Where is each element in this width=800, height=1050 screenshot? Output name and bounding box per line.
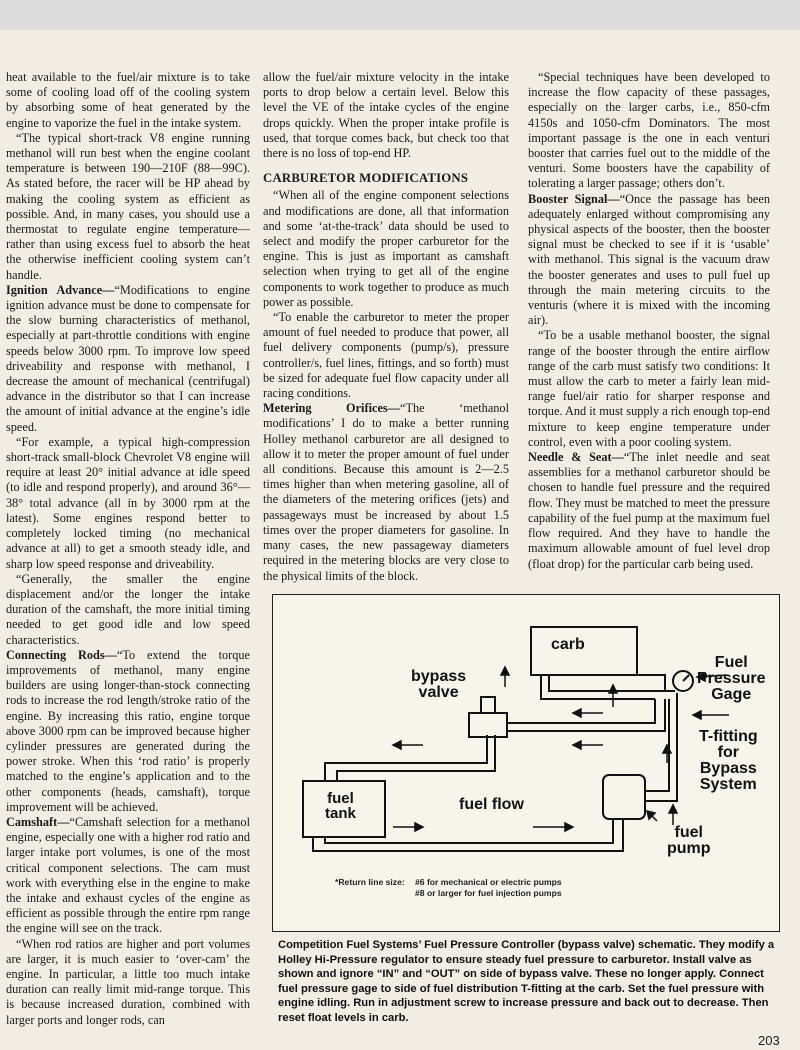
paragraph-text: “To enable the carburetor to meter the proper amount of fuel needed to produce that power, all fuel delivery components (pump/s), pressure controller/s, fuel lines, fittings, and so forth) must be sized for adequate fuel flow capacity under all racing conditions. bbox=[263, 310, 509, 401]
text-column-3 bbox=[528, 70, 770, 572]
fuel-tank-label-line: fuel bbox=[327, 790, 354, 807]
t-fitting-label-line: T-fitting bbox=[699, 728, 758, 745]
bypass-label-line: valve bbox=[418, 684, 459, 701]
return-line bbox=[325, 735, 487, 781]
text-column-2 bbox=[263, 70, 509, 584]
text-column-1 bbox=[6, 70, 250, 1028]
section-heading: CARBURETOR MODIFICATIONS bbox=[263, 171, 469, 186]
body-paragraph bbox=[528, 328, 770, 450]
paragraph-text: “The typical short-track V8 engine running methanol will run best when the engine coolant temperature is between 190—210F (88—99C). As stated before, the racer will be HP ahead by making the cooling system as efficient as possible. And, in many cases, you should use a thermostat to regulate engine temperature—rather than using excess fuel to absorb the heat the otherwise inefficient cooling system can’t handle. bbox=[6, 130, 250, 282]
t-fitting-label-line: System bbox=[699, 776, 757, 793]
body-paragraph bbox=[6, 572, 250, 648]
body-paragraph bbox=[6, 815, 250, 937]
run-in-heading: Booster Signal— bbox=[528, 191, 620, 206]
paragraph-text: “When all of the engine component selections and modifications are done, all that information and some ‘at-the-track’ data should be used to select and modify the proper carburetor for the engine. This is just as important as camshaft selection when trying to get all of the engine components to work together to produce as much power as possible. bbox=[263, 188, 509, 309]
fuel-pump-label-line: pump bbox=[667, 840, 711, 857]
paragraph-text: “The inlet needle and seat assemblies for a methanol carburetor should be chosen to handle fuel pressure and the required flow. They must be matched to meet the pressure capability of the fuel pump at the maximum fuel flow required. And they have to handle the maximum allowable amount of fuel level drop (float drop) for the particular carb being used. bbox=[528, 450, 770, 571]
paragraph-text: “Special techniques have been developed to increase the flow capacity of these passages, especially on the larger carbs, i.e., 850-cfm 4150s and 1050-cfm Dominators. The most important passage is the one in each venturi booster that carries fuel out to the middle of the venturi. Some boosters have the capability of tolerating a larger passage; others don’t. bbox=[528, 70, 770, 191]
magazine-page bbox=[0, 30, 800, 1050]
fuel-pump-box bbox=[603, 775, 645, 819]
paragraph-text: “The ‘methanol modifications’ I do to make a better running Holley methanol carburetor are all designed to allow it to meter the proper amount of fuel under all conditions. Because this amount is 2—2.5 times higher than when metering gasoline, all of the diameters of the metering orifices (jets) and passageways must be increased by about 1.5 times over the proper diameters for gasoline. In many cases, the new passageway diameters required in the metering blocks are very close to the physical limits of the block. bbox=[263, 401, 509, 583]
fuel-tank-label bbox=[325, 791, 356, 821]
page-number: 203 bbox=[758, 1033, 780, 1048]
body-paragraph bbox=[263, 401, 509, 583]
body-paragraph bbox=[6, 937, 250, 1028]
return-line-note-1: #6 for mechanical or electric pumps bbox=[415, 877, 562, 887]
carb-label: carb bbox=[551, 636, 585, 653]
bypass-label-line: bypass bbox=[411, 668, 467, 685]
body-paragraph bbox=[528, 450, 770, 572]
body-paragraph bbox=[6, 70, 250, 131]
run-in-heading: Needle & Seat— bbox=[528, 450, 624, 465]
paragraph-text: “Modifications to engine ignition advance must be done to compensate for the slow burning characteristics of methanol, especially at part-throttle conditions with engine speeds below 3000 rpm. To improve low speed driveability and response with methanol, I decrease the amount of mechanical (centrifugal) advance in the distributor so that I can increase the amount of initial advance at the engine’s idle speed. bbox=[6, 282, 250, 434]
fuel-flow-label: fuel flow bbox=[459, 796, 524, 813]
paragraph-text: “To be a usable methanol booster, the signal range of the booster through the entire airflow range of the carb must satisfy two conditions: It must allow the carb to meter a fairly lean mid-range fuel/air ratio for sharper response and torque. And it must supply a rich enough top-end mixture to keep engine temperature under control, even with a poor cooling system. bbox=[528, 328, 770, 449]
t-fitting-label-line: Bypass bbox=[699, 760, 757, 777]
fuel-pump-label-line: fuel bbox=[674, 824, 703, 841]
paragraph-text: allow the fuel/air mixture velocity in the intake ports to drop below a certain level. Below this level the VE of the intake cycles of the engine drops quickly. When the proper intake profile is used, that torque comes back, but check too that there is no loss of top-end HP. bbox=[263, 70, 509, 161]
fuel-tank-label-line: tank bbox=[325, 805, 356, 822]
scan-margin bbox=[0, 0, 800, 30]
body-paragraph bbox=[6, 131, 250, 283]
paragraph-text: “Once the passage has been adequately enlarged without compromising any physical aspects of the booster, then the booster signal must be checked to see if it is ‘usable’ with methanol. This signal is the vacuum draw the booster generates and uses to pull fuel up through the main metering circuits to the venturis (where it is mixed with the incoming air). bbox=[528, 191, 770, 328]
return-line-note-label: *Return line size: bbox=[335, 877, 405, 887]
run-in-heading: Camshaft— bbox=[6, 814, 70, 829]
paragraph-text: heat available to the fuel/air mixture is to take some of cooling load off of the cooling system by absorbing some of heat generated by the engine to vaporize the fuel in the intake system. bbox=[6, 70, 250, 130]
fuel-pressure-gage-label bbox=[697, 655, 766, 703]
run-in-heading: Metering Orifices— bbox=[263, 401, 400, 416]
paragraph-text: “For example, a typical high-compression short-track small-block Chevrolet V8 engine will require at least 20° initial advance at idle speed (to idle and respond properly), and around 36°—38° total advance (all in by 3000 rpm at the latest). Some engines respond better to completely locked timing (no mechanical advance at all) to get a smooth steady idle, and sharp low speed response and driveability. bbox=[6, 434, 250, 571]
paragraph-text: “Camshaft selection for a methanol engine, especially one with a higher rod ratio and larger intake port volumes, is one of the most critical component selections. The cam must work with everything else in the engine to make the intake and exhaust cycles of the engine as efficient as possible through the entire rpm range the engine will see on the track. bbox=[6, 814, 250, 936]
body-paragraph bbox=[6, 648, 250, 815]
t-fitting-label-line: for bbox=[717, 744, 739, 761]
body-paragraph bbox=[6, 435, 250, 572]
return-line-note-2: #8 or larger for fuel injection pumps bbox=[415, 888, 562, 898]
t-fitting-label bbox=[699, 729, 758, 793]
fuel-system-schematic bbox=[272, 594, 780, 932]
body-paragraph bbox=[528, 70, 770, 192]
run-in-heading: Ignition Advance— bbox=[6, 282, 115, 297]
body-paragraph bbox=[263, 310, 509, 401]
gage-label-line: Fuel bbox=[714, 654, 748, 671]
paragraph-text: “Generally, the smaller the engine displacement and/or the longer the intake duration of the camshaft, the more initial timing needed to get good idle and low speed characteristics. bbox=[6, 571, 250, 647]
run-in-heading: Connecting Rods— bbox=[6, 647, 117, 662]
figure-caption: Competition Fuel Systems’ Fuel Pressure Controller (bypass valve) schematic. They modify a Holley Hi-Pressure regulator to ensure steady fuel pressure to carburetor. Install valve as shown and ignore “IN” and “OUT” on side of bypass valve. These no longer apply. Connect fuel pressure gage to side of fuel distribution T-fitting at the carb. Set the fuel pressure with engine idling. Run in adjustment screw to increase pressure and back out to decrease. Then reset float levels in carb. bbox=[278, 939, 775, 1024]
fuel-pump-label bbox=[667, 825, 711, 857]
paragraph-text: “When rod ratios are higher and port volumes are larger, it is much easier to ‘over-cam’ the engine. In particular, a little too much intake duration can really limit mid-range torque. This is because increased duration, combined with larger ports and longer rods, can bbox=[6, 936, 250, 1027]
gage-label-line: Gage bbox=[711, 686, 752, 703]
paragraph-text: “To extend the torque improvements of methanol, many engine builders are using longer-than-stock connecting rods to increase the rod length/stroke ratio of the engine. By increasing this ratio, engine torque above 3000 rpm can be improved because higher cylinder pressures are generated during the power stroke. When this ‘rod ratio’ is properly matched to the engine’s application and to the other components (heads, camshaft), torque improvement will be achieved. bbox=[6, 647, 250, 814]
body-paragraph bbox=[263, 188, 509, 310]
body-paragraph bbox=[6, 283, 250, 435]
gage-label-line: Pressure bbox=[697, 670, 766, 687]
bypass-valve-label bbox=[411, 669, 466, 701]
body-paragraph bbox=[528, 192, 770, 329]
bypass-valve-body bbox=[469, 713, 507, 737]
body-paragraph bbox=[263, 70, 509, 161]
